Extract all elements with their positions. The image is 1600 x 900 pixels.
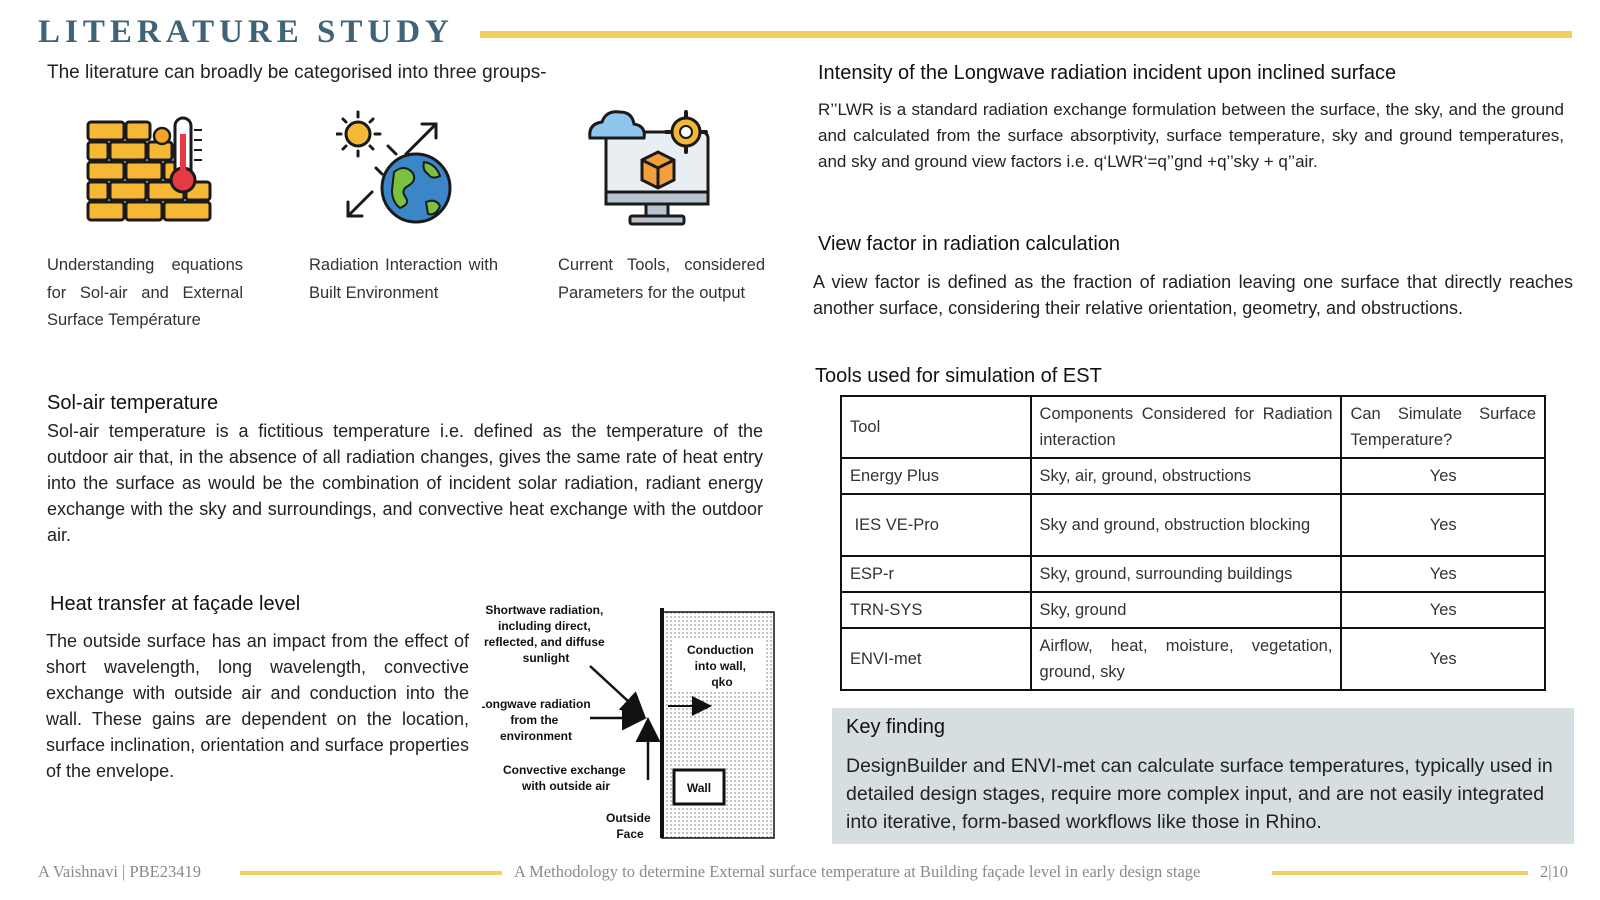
sun-globe-radiation-icon — [336, 110, 460, 235]
table-cell: Sky and ground, obstruction blocking — [1031, 494, 1342, 556]
diagram-shortwave-label: Shortwave radiation, including direct, reflected, and diffuse sunlight — [483, 603, 605, 665]
diagram-wall-label: Wall — [686, 781, 712, 795]
group-label-sol-air: Understanding equations for Sol-air and External Surface Température — [47, 256, 243, 329]
footer-rule-left — [240, 871, 502, 875]
diagram-conduction-label: Conduction into wall, qko — [687, 643, 754, 689]
table-cell: Sky, air, ground, obstructions — [1031, 458, 1342, 494]
footer-subtitle: A Methodology to determine External surface temperature at Building façade level in early design stage — [514, 862, 1201, 881]
sol-air-heading: Sol-air temperature — [47, 392, 219, 414]
table-header-cell: Components Considered for Radiation interaction — [1031, 396, 1342, 458]
table-row — [841, 628, 1545, 690]
table-row — [841, 458, 1545, 494]
tools-table — [840, 395, 1546, 691]
table-cell: ESP-r — [841, 556, 1031, 592]
facade-heat-transfer-diagram — [482, 600, 782, 850]
longwave-heading: Intensity of the Longwave radiation incident upon inclined surface — [818, 62, 1397, 84]
footer-author: A Vaishnavi | PBE23419 — [38, 862, 201, 881]
diagram-convective-label: Convective exchange with outside air — [502, 763, 626, 793]
brick-wall-thermometer-icon — [86, 112, 214, 232]
table-cell: Yes — [1341, 494, 1545, 556]
view-factor-heading: View factor in radiation calculation — [818, 233, 1121, 255]
table-cell: Sky, ground — [1031, 592, 1342, 628]
longwave-text: R’’LWR is a standard radiation exchange formulation between the surface, the sky, and the ground and calculated from the surface absorptivity, surface temperature, sky and ground temperatures, and sky and ground view factors i.e. q‘LWR‘=q’’gnd +q’’sky + q’’air. — [818, 100, 1564, 171]
intro-text: The literature can broadly be categorised into three groups- — [47, 62, 547, 83]
computer-cloud-settings-icon — [586, 110, 714, 233]
table-header-cell: Can Simulate Surface Temperature? — [1341, 396, 1545, 458]
table-header-row — [841, 396, 1545, 458]
table-cell: Yes — [1341, 628, 1545, 690]
table-cell: Sky, ground, surrounding buildings — [1031, 556, 1342, 592]
group-label-tools: Current Tools, considered Parameters for the output — [558, 256, 765, 302]
heat-transfer-text: The outside surface has an impact from the effect of short wavelength, long wavelength, convective exchange with outside air and conduction into the wall. These gains are dependent on the location, surface inclination, orientation and surface properties of the envelope. — [46, 631, 469, 781]
table-cell: ENVI-met — [841, 628, 1031, 690]
table-row — [841, 556, 1545, 592]
view-factor-text: A view factor is defined as the fraction of radiation leaving one surface that directly reaches another surface, considering their relative orientation, geometry, and obstructions. — [813, 272, 1573, 318]
title-underline — [480, 31, 1572, 38]
table-row — [841, 494, 1545, 556]
diagram-longwave-label: Longwave radiation from the environment — [482, 697, 591, 743]
table-cell: Yes — [1341, 556, 1545, 592]
key-finding-title: Key finding — [846, 716, 945, 738]
table-cell: Energy Plus — [841, 458, 1031, 494]
tools-table-heading: Tools used for simulation of EST — [815, 365, 1102, 387]
key-finding-box — [832, 708, 1574, 844]
page-title: LITERATURE STUDY — [38, 14, 454, 50]
table-cell: Yes — [1341, 458, 1545, 494]
group-label-radiation: Radiation Interaction with Built Environment — [309, 256, 498, 302]
footer-rule-right — [1272, 871, 1528, 875]
heat-transfer-heading: Heat transfer at façade level — [50, 593, 301, 615]
table-cell: IES VE-Pro — [841, 494, 1031, 556]
table-cell: Airflow, heat, moisture, vegetation, ground, sky — [1031, 628, 1342, 690]
key-finding-text: DesignBuilder and ENVI-met can calculate surface temperatures, typically used in detailed design stages, require more complex input, and are not easily integrated into iterative, form-based workflows like those in Rhino. — [846, 755, 1553, 833]
diagram-outside-face-label: Outside Face — [605, 811, 651, 841]
sol-air-text: Sol-air temperature is a fictitious temperature i.e. defined as the temperature of the outdoor air that, in the absence of all radiation changes, gives the same rate of heat entry into the surface as would be the combination of incident solar radiation, radiant energy exchange with the sky and surroundings, and convective heat exchange with the outdoor air. — [47, 421, 763, 545]
table-header-cell: Tool — [841, 396, 1031, 458]
footer-page-number: 2|10 — [1540, 862, 1569, 881]
table-row — [841, 592, 1545, 628]
table-cell: Yes — [1341, 592, 1545, 628]
table-cell: TRN-SYS — [841, 592, 1031, 628]
